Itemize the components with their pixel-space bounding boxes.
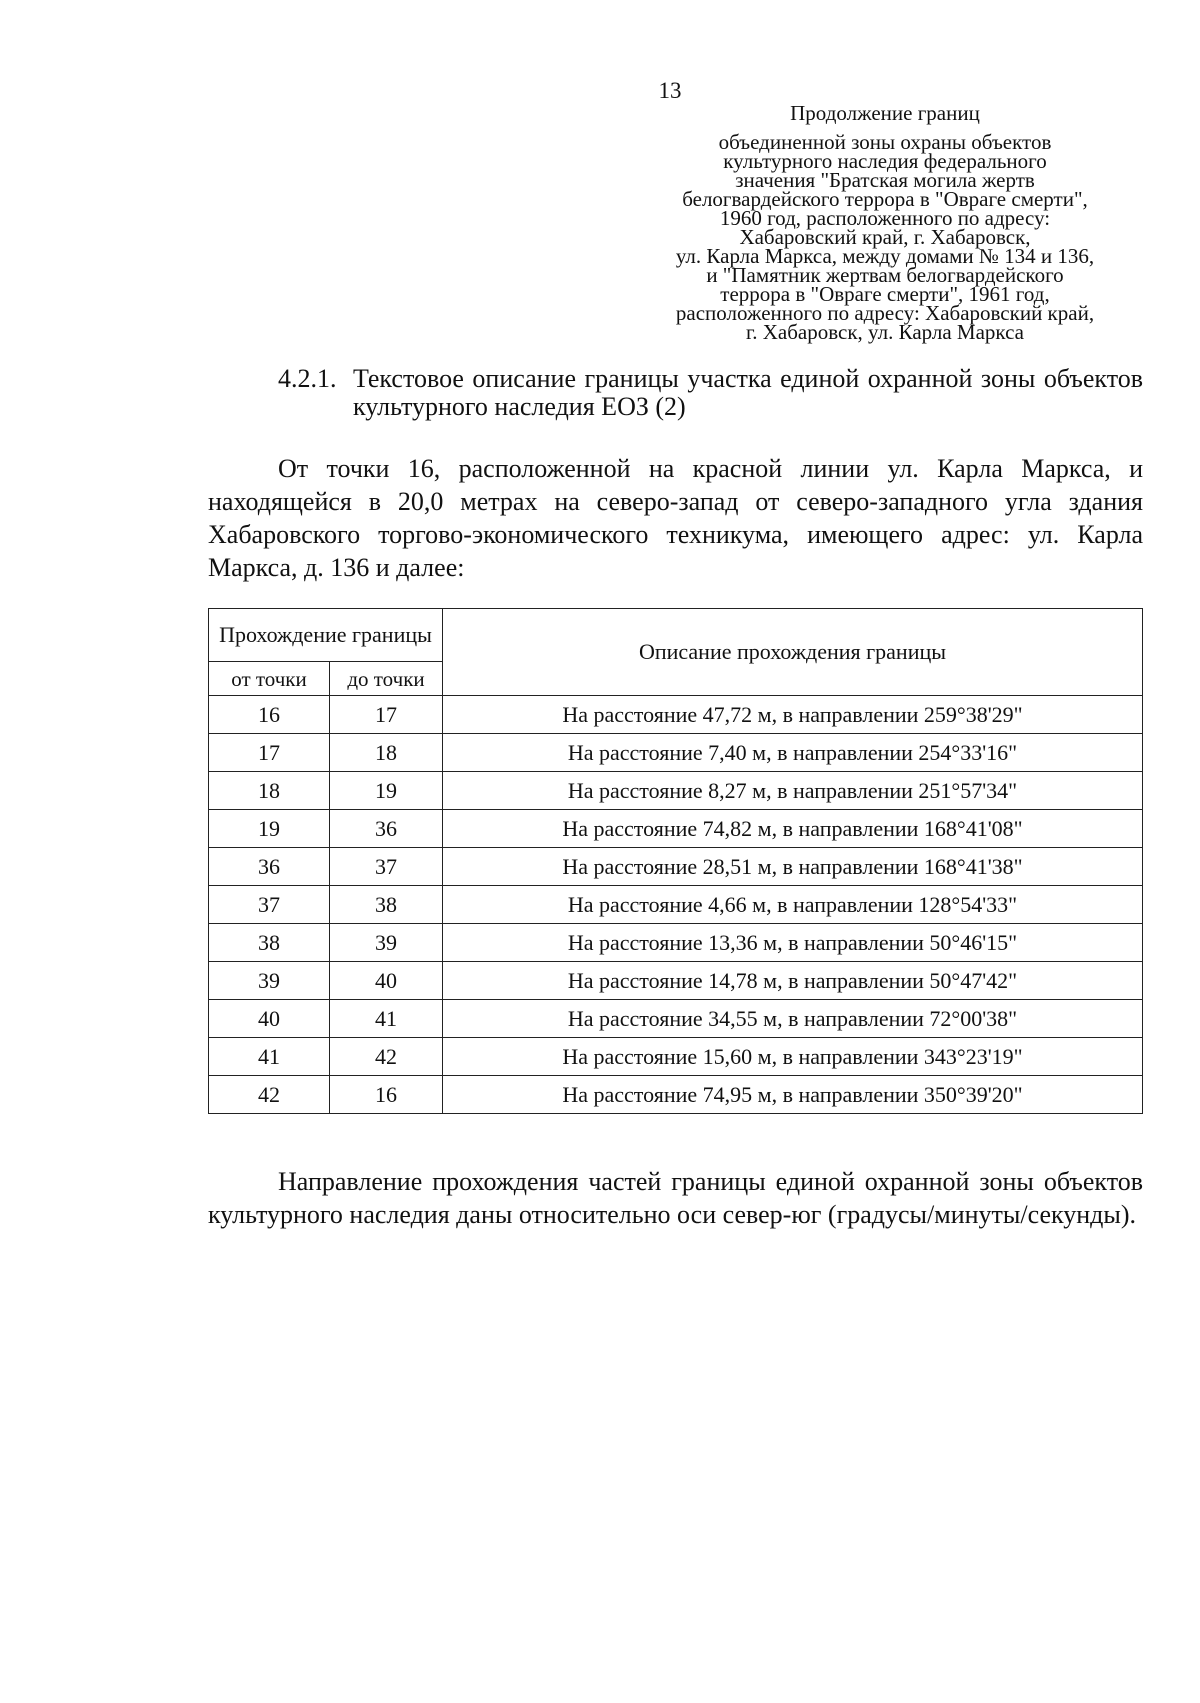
document-header [640, 101, 1130, 344]
description-cell: На расстояние 47,72 м, в направлении 259°38'29" [443, 696, 1143, 734]
description-cell: На расстояние 4,66 м, в направлении 128°54'33" [443, 886, 1143, 924]
page-number: 13 [658, 78, 682, 103]
table-row [209, 1038, 1143, 1076]
boundary-table [208, 608, 1143, 1114]
description-cell: На расстояние 13,36 м, в направлении 50°46'15" [443, 924, 1143, 962]
table-row [209, 1000, 1143, 1038]
from-point-cell: 40 [209, 1000, 330, 1038]
intro-paragraph: От точки 16, расположенной на красной линии ул. Карла Маркса, и находящейся в 20,0 метрах на северо-запад от северо-западного угла здания Хабаровского торгово-экономического техникума, имеющего адрес: ул. Карла Маркса, д. 136 и далее: [208, 454, 1143, 582]
header-line: г. Хабаровск, ул. Карла Маркса [745, 320, 1024, 344]
description-cell: На расстояние 8,27 м, в направлении 251°57'34" [443, 772, 1143, 810]
table-row [209, 1076, 1143, 1114]
description-cell: На расстояние 34,55 м, в направлении 72°00'38" [443, 1000, 1143, 1038]
to-point-cell: 37 [330, 848, 443, 886]
description-cell: На расстояние 74,82 м, в направлении 168°41'08" [443, 810, 1143, 848]
to-point-header: до точки [330, 662, 443, 696]
section-title: Текстовое описание границы участка единой охранной зоны объектов культурного наследия ЕОЗ (2) [353, 364, 1143, 421]
from-point-cell: 37 [209, 886, 330, 924]
description-cell: На расстояние 28,51 м, в направлении 168°41'38" [443, 848, 1143, 886]
from-point-cell: 16 [209, 696, 330, 734]
to-point-cell: 40 [330, 962, 443, 1000]
description-cell: На расстояние 14,78 м, в направлении 50°47'42" [443, 962, 1143, 1000]
description-header: Описание прохождения границы [443, 609, 1143, 696]
from-point-cell: 41 [209, 1038, 330, 1076]
header-line: Хабаровский край, г. Хабаровск, [739, 225, 1031, 249]
header-line: белогвардейского террора в "Овраге смерти", [682, 187, 1088, 211]
header-line: ул. Карла Маркса, между домами № 134 и 136, [675, 244, 1095, 268]
header-line: объединенной зоны охраны объектов [718, 130, 1052, 154]
description-cell: На расстояние 15,60 м, в направлении 343°23'19" [443, 1038, 1143, 1076]
table-row [209, 886, 1143, 924]
table-body [209, 696, 1143, 1114]
to-point-cell: 42 [330, 1038, 443, 1076]
description-cell: На расстояние 74,95 м, в направлении 350°39'20" [443, 1076, 1143, 1114]
note-paragraph: Направление прохождения частей границы единой охранной зоны объектов культурного наследия даны относительно оси север-юг (градусы/минуты/секунды). [208, 1167, 1143, 1229]
to-point-cell: 18 [330, 734, 443, 772]
header-line: и "Памятник жертвам белогвардейского [706, 263, 1064, 287]
header-line: культурного наследия федерального [723, 149, 1047, 173]
to-point-cell: 19 [330, 772, 443, 810]
to-point-cell: 16 [330, 1076, 443, 1114]
description-cell: На расстояние 7,40 м, в направлении 254°33'16" [443, 734, 1143, 772]
header-lead: Продолжение границ [790, 101, 980, 125]
group-header: Прохождение границы [209, 609, 443, 662]
header-line: расположенного по адресу: Хабаровский край, [675, 301, 1095, 325]
table-row [209, 734, 1143, 772]
table-row [209, 848, 1143, 886]
from-point-cell: 19 [209, 810, 330, 848]
table-row [209, 772, 1143, 810]
from-point-cell: 42 [209, 1076, 330, 1114]
section-number: 4.2.1. [278, 364, 337, 393]
table-row [209, 810, 1143, 848]
from-point-cell: 18 [209, 772, 330, 810]
from-point-cell: 38 [209, 924, 330, 962]
to-point-cell: 38 [330, 886, 443, 924]
from-point-cell: 39 [209, 962, 330, 1000]
section-heading [278, 365, 1143, 421]
to-point-cell: 17 [330, 696, 443, 734]
header-line: 1960 год, расположенного по адресу: [719, 206, 1051, 230]
from-point-cell: 17 [209, 734, 330, 772]
header-line: террора в "Овраге смерти", 1961 год, [720, 282, 1050, 306]
from-point-cell: 36 [209, 848, 330, 886]
from-point-header: от точки [209, 662, 330, 696]
table-row [209, 962, 1143, 1000]
to-point-cell: 36 [330, 810, 443, 848]
table-row [209, 924, 1143, 962]
header-line: значения "Братская могила жертв [735, 168, 1035, 192]
to-point-cell: 39 [330, 924, 443, 962]
table-row [209, 696, 1143, 734]
to-point-cell: 41 [330, 1000, 443, 1038]
